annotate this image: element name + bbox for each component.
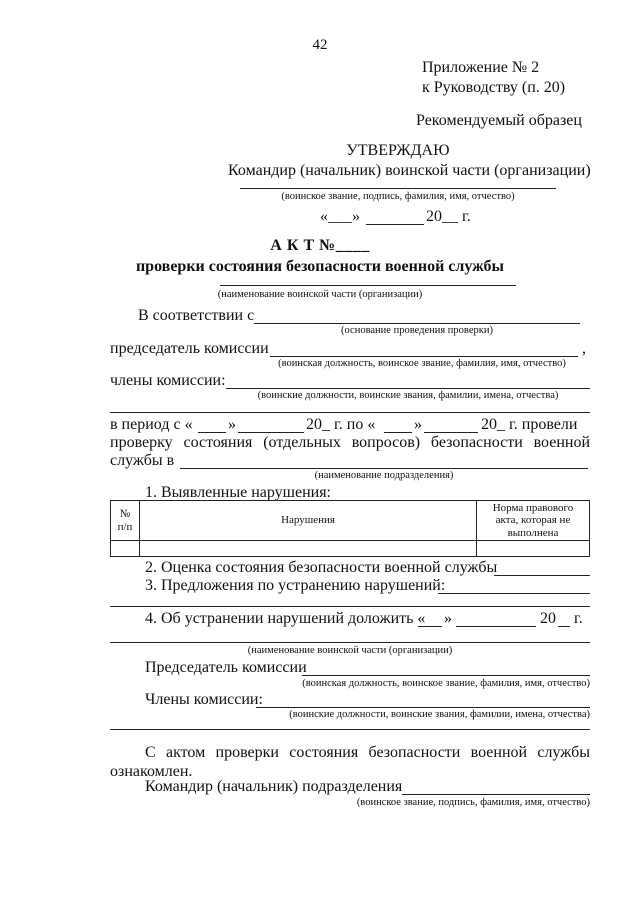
item-4-month-line xyxy=(456,626,536,627)
col-number-label-1: № xyxy=(119,507,131,520)
sign-members-line-2 xyxy=(110,729,590,730)
sign-chairman-caption: (воинская должность, воинское звание, фамилия, имя, отчество) xyxy=(302,678,590,689)
appendix-line-1: Приложение № 2 xyxy=(422,59,540,76)
approve-sign-caption: (воинское звание, подпись, фамилия, имя, отчество) xyxy=(281,191,515,202)
sample-note: Рекомендуемый образец xyxy=(416,112,582,129)
sign-chairman-line xyxy=(302,675,590,676)
members-caption: (воинские должности, воинские звания, фамилии, имена, отчества) xyxy=(257,390,559,401)
ack-commander-caption: (воинское звание, подпись, фамилия, имя, отчество) xyxy=(356,797,590,808)
col-norm-label-3: выполнена xyxy=(507,526,559,539)
item-4-unit-caption: (наименование воинской части (организации) xyxy=(247,645,453,656)
col-norm-label-1: Норма правового xyxy=(492,501,574,514)
item-4-year: 20 xyxy=(540,610,556,627)
act-subtitle: проверки состояния безопасности военной службы xyxy=(135,258,505,275)
approve-date-month-line xyxy=(366,224,424,225)
period-to-prefix: 20_ г. по « xyxy=(306,416,376,433)
item-2-line xyxy=(494,575,590,576)
ack-line-1: С актом проверки состояния безопасности военной службы xyxy=(145,744,590,761)
chairman-comma: , xyxy=(582,340,586,357)
chairman-prefix: председатель комиссии xyxy=(110,340,269,357)
sign-members-caption: (воинские должности, воинские звания, фамилии, имена, отчества) xyxy=(289,709,590,720)
period-to-year: 20_ г. провели xyxy=(481,416,578,433)
item-4-prefix: 4. Об устранении нарушений доложить « xyxy=(145,610,426,627)
item-3-line-2 xyxy=(110,606,590,607)
subdivision-line xyxy=(180,468,588,469)
item-4-day-line xyxy=(418,626,442,627)
approve-title: УТВЕРЖДАЮ xyxy=(346,142,450,159)
members-line-2 xyxy=(110,412,590,413)
ack-commander-line xyxy=(402,794,590,795)
item-2: 2. Оценка состояния безопасности военной службы xyxy=(145,559,498,576)
item-3-line xyxy=(438,593,590,594)
item-4-year-line xyxy=(558,626,570,627)
table-cell-norm xyxy=(477,541,590,557)
period-from-day-line xyxy=(198,432,226,433)
page-number: 42 xyxy=(312,37,328,53)
col-violation-header: Нарушения xyxy=(140,501,477,541)
item-4-suffix: г. xyxy=(574,610,583,627)
chairman-caption: (воинская должность, воинское звание, фамилия, имя, отчество) xyxy=(278,358,566,369)
table-cell-violation xyxy=(140,541,477,557)
period-from-prefix: в период с « xyxy=(110,416,193,433)
sign-chairman-label: Председатель комиссии xyxy=(145,659,307,676)
basis-line xyxy=(254,323,580,324)
period-line-2: проверку состояния (отдельных вопросов) безопасности военной xyxy=(110,434,590,451)
ack-line-2: ознакомлен. xyxy=(110,763,193,780)
service-in-prefix: службы в xyxy=(110,452,175,469)
period-to-mid: » xyxy=(414,416,422,433)
act-title: А К Т №____ xyxy=(270,237,370,254)
sign-members-line xyxy=(256,707,590,708)
basis-caption: (основание проведения проверки) xyxy=(341,325,493,336)
period-to-day-line xyxy=(384,432,412,433)
approve-date-year: 20__ г. xyxy=(426,208,471,225)
item-4-mid: » xyxy=(444,610,452,627)
subdivision-caption: (наименование подразделения) xyxy=(314,470,454,481)
unit-name-line xyxy=(220,285,516,286)
period-from-month-line xyxy=(238,432,304,433)
violations-table xyxy=(110,500,590,557)
sign-members-label: Члены комиссии: xyxy=(145,691,263,708)
table-cell-number xyxy=(111,541,140,557)
appendix-line-2: к Руководству (п. 20) xyxy=(422,79,566,96)
violations-heading: 1. Выявленные нарушения: xyxy=(145,484,331,501)
period-from-mid: » xyxy=(228,416,236,433)
col-norm-label-2: акта, которая не xyxy=(495,514,571,527)
chairman-line xyxy=(270,356,578,357)
approve-date-day: «___» xyxy=(320,208,360,225)
col-number-label-2: п/п xyxy=(117,520,133,533)
members-line xyxy=(226,388,590,389)
ack-commander-label: Командир (начальник) подразделения xyxy=(145,778,403,795)
approve-sign-line xyxy=(240,188,556,189)
table-row xyxy=(111,541,590,557)
approve-commander: Командир (начальник) воинской части (организации) xyxy=(228,162,591,179)
item-4-unit-line xyxy=(110,642,590,643)
unit-name-caption: (наименование воинской части (организации) xyxy=(217,289,423,300)
item-3: 3. Предложения по устранению нарушений: xyxy=(145,577,446,594)
col-norm-header xyxy=(477,501,590,541)
period-to-month-line xyxy=(424,432,478,433)
col-number-header xyxy=(111,501,140,541)
members-prefix: члены комиссии: xyxy=(110,372,226,389)
basis-prefix: В соответствии с xyxy=(138,307,255,324)
